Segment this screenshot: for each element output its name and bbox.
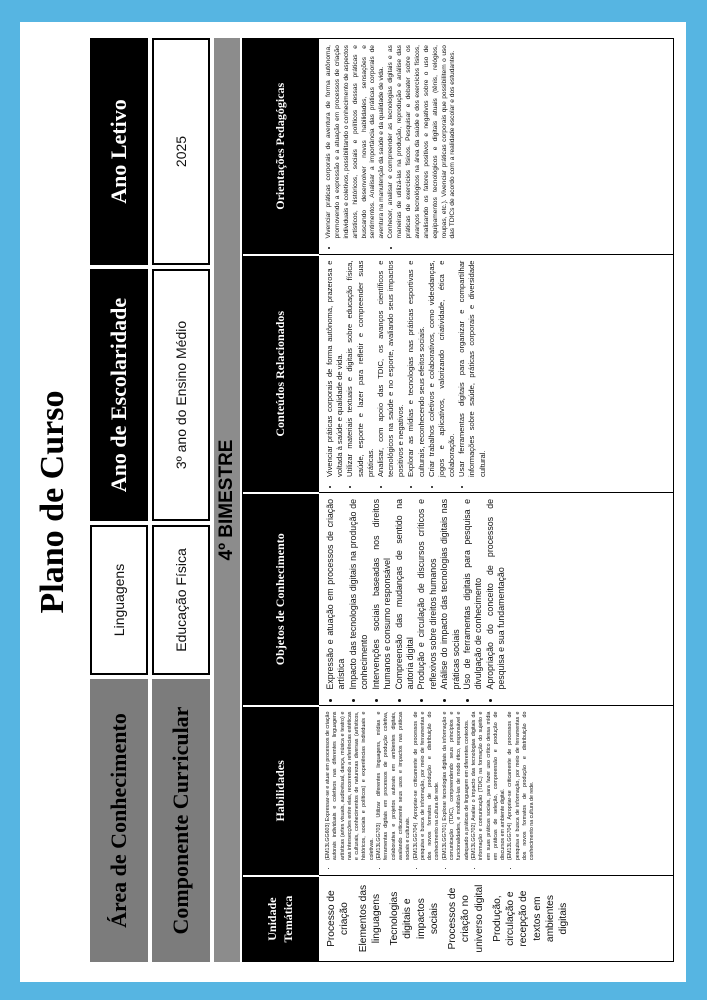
orientacao-item: • Vivenciar práticas corporais de aventura de forma autônoma, promovendo a expressão e a atuação em processos de criação individuais e coletivos, possibilitando o conhecimento de aspectos artísticos, históricos, sociais e políticos dessas práticas e buscando desenvolver novas habilidades, sensações e sentimentos. Analisar a importância das práticas corporais de aventura na manutenção da saúde e da qualidade de vida. bbox=[325, 45, 387, 239]
objeto-item: • Intervenções sociais baseadas nos direitos humanos e consumo responsável bbox=[371, 499, 394, 690]
header-unidade: Unidade Temática bbox=[243, 875, 319, 961]
habilidade-item: • (EM13LGG703) Utilizar diferentes linguagens, mídias e ferramentas digitais em processos de produção coletiva, colaborativa e projetos autorais em ambientes digitais, avaliando criticamente seus usos e impactos nas práticas sociais e culturais. bbox=[376, 712, 412, 861]
unidade-item: Processos de criação no universo digital bbox=[447, 884, 485, 953]
document-page bbox=[20, 22, 686, 982]
conteudo-item: • Analisar, com apoio das TDIC, os avanços científicos e tecnológicos na saúde e no esporte, avaliando seus impactos positivos e negativos. bbox=[376, 261, 407, 477]
curriculum-table bbox=[242, 38, 674, 962]
area-label: Área de Conhecimento bbox=[90, 679, 148, 962]
conteudo-item: • Usar ferramentas digitais para organizar e compartilhar informações sobre saúde, práticas corporais e diversidade cultural. bbox=[457, 261, 488, 477]
info-grid bbox=[90, 38, 212, 962]
table-body-row bbox=[319, 39, 673, 961]
header-objetos: Objetos de Conhecimento bbox=[243, 492, 319, 705]
objeto-item: • Impacto das tecnologias digitais na produção de conhecimento bbox=[348, 499, 371, 690]
ano-letivo-value: 2025 bbox=[152, 38, 210, 265]
componente-value: Educação Física bbox=[152, 525, 210, 675]
habilidade-item: • (EM13LGG704) Apropriar-se criticamente de processos de pesquisa e busca de informação, por meio de ferramentas e dos novos formatos de produção e distribuição do conhecimento na cultura de rede. bbox=[507, 712, 536, 861]
unidade-item: Elementos das linguagens bbox=[357, 884, 382, 953]
objeto-item: • Produção e circulação de discursos críticos e reflexivos sobre direitos humanos bbox=[416, 499, 439, 690]
header-conteudos: Conteúdos Relacionados bbox=[243, 254, 319, 492]
table-header-row bbox=[243, 39, 319, 961]
conteudo-item: • Vivenciar práticas corporais de forma autônoma, prazerosa e voltada à saúde e qualidade de vida. bbox=[325, 261, 345, 477]
objeto-item: • Compreensão das mudanças de sentido na autoria digital bbox=[394, 499, 417, 690]
unidade-item: Processo de criação bbox=[326, 890, 351, 947]
header-habilidades: Habilidades bbox=[243, 705, 319, 876]
ano-escolaridade-value: 3º ano do Ensino Médio bbox=[152, 269, 210, 521]
objeto-item: • Análise do impacto das tecnologias digitais nas práticas sociais bbox=[439, 499, 462, 690]
unidade-item: Tecnologias digitais e impactos sociais bbox=[389, 891, 440, 946]
cell-orientacoes bbox=[319, 39, 673, 254]
habilidade-item: • (EM13LGG702) Avaliar o impacto das tecnologias digitais da informação e comunicação (TDIC) na formação do sujeito e em suas práticas sociais, para fazer uso crítico dessa mídia em práticas de seleção, compreensão e produção de discursos em ambiente digital. bbox=[471, 712, 507, 861]
cell-unidades bbox=[319, 875, 673, 961]
page-title: Plano de Curso bbox=[34, 390, 71, 614]
habilidade-item: • (EM13LGG701) Explorar tecnologias digitais da informação e comunicação (TDIC), compreendendo seus princípios e funcionalidades, e mobilizá-las de modo ético, responsável e adequado a práticas de linguagem em diferentes contextos. bbox=[442, 712, 471, 861]
habilidade-item: • (EM13LGG704) Apropriar-se criticamente de processos de pesquisa e busca de informação, por meio de ferramentas e dos novos formatos de produção e distribuição do conhecimento na cultura de rede. bbox=[413, 712, 442, 861]
conteudo-item: • Explorar as mídias e tecnologias nas práticas esportivas e culturais, reconhecendo seus efeitos sociais. bbox=[406, 261, 426, 477]
cell-objetos bbox=[319, 492, 673, 705]
rotated-document bbox=[20, 22, 686, 982]
ano-letivo-label: Ano Letivo bbox=[90, 38, 148, 265]
objeto-item: • Expressão e atuação em processos de criação artística bbox=[325, 499, 348, 690]
ano-escolaridade-label: Ano de Escolaridade bbox=[90, 269, 148, 521]
objeto-item: • Uso de ferramentas digitais para pesquisa e divulgação de conhecimento bbox=[462, 499, 485, 690]
cell-conteudos bbox=[319, 254, 673, 492]
bimestre-banner: 4º BIMESTRE bbox=[214, 38, 240, 962]
objeto-item: • Apropriação do conceito de processos de pesquisa e sua fundamentação bbox=[485, 499, 508, 690]
unidade-item: Produção, circulação e recepção de textos em ambientes digitais bbox=[491, 890, 569, 947]
conteudo-item: • Criar trabalhos coletivos e colaborativos, como videodanças, jogos e aplicativos, valorizando criatividade, ética e colaboração. bbox=[427, 261, 458, 477]
conteudo-item: • Utilizar materiais textuais e digitais sobre educação física, saúde, esporte e lazer para refletir e compreender suas práticas. bbox=[345, 261, 376, 477]
componente-label: Componente Curricular bbox=[152, 679, 210, 962]
orientacao-item: • Conhecer, analisar e compreender as tecnologias digitais e as maneiras de utilizá-las na produção, reprodução e análise das práticas de exercícios físicos. Pesquisar e debater sobre os avanços tecnológicos na área da saúde e dos exercícios físicos, analisando os fatores positivos e negativos sobre o uso de equipamentos tecnológicos e digitais atuais (tênis, relógios, roupas, etc.). Vivenciar práticas corporais que possibilitem o uso das TDICs de acordo com a realidade escolar e dos estudantes. bbox=[387, 45, 458, 239]
habilidade-item: • (EM13LGG603) Expressar-se e atuar em processos de criação autorais individuais e coletivos nas diferentes linguagens artísticas (artes visuais, audiovisual, dança, música e teatro) e nas intersecções entre elas, recorrendo a referências estéticas e culturais, conhecimentos de naturezas diversas (artísticos, históricos, sociais e políticos) e experiências individuais e coletivas. bbox=[325, 712, 376, 861]
header-orientacoes: Orientações Pedagógicas bbox=[273, 82, 288, 210]
cell-habilidades bbox=[319, 705, 673, 876]
area-value: Linguagens bbox=[90, 525, 148, 675]
